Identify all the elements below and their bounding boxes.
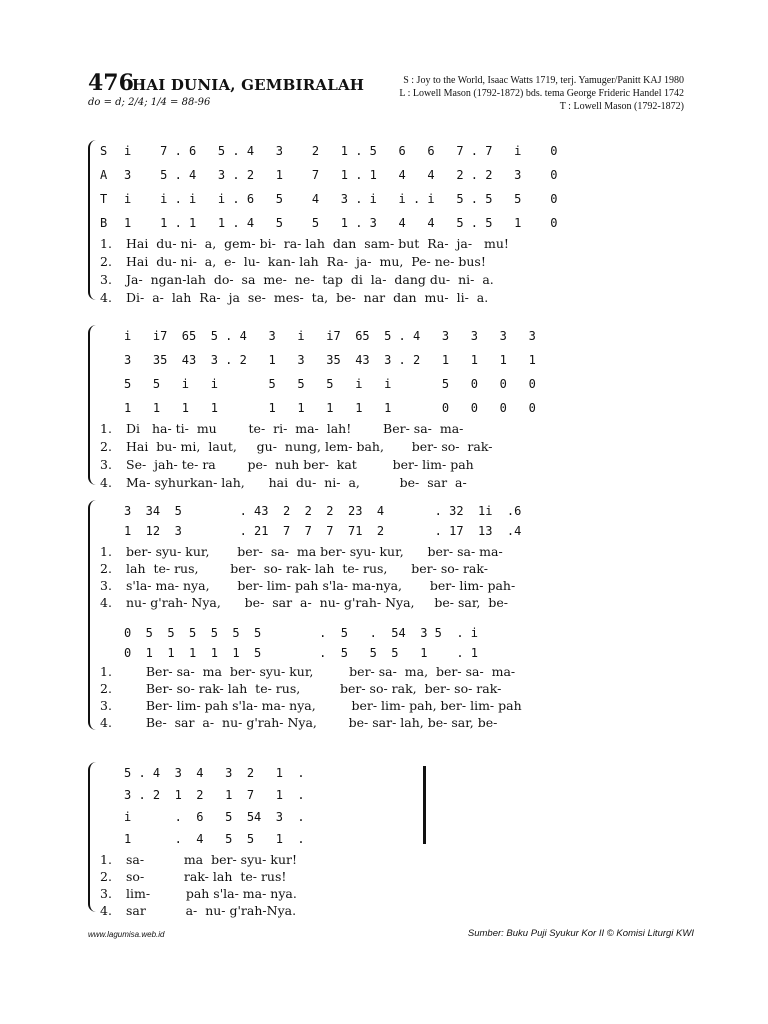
voice-label: B	[100, 216, 108, 230]
credit-text: S : Joy to the World, Isaac Watts 1719, terj. Yamuger/Panitt KAJ 1980	[403, 75, 684, 86]
voice-label: S	[100, 144, 108, 158]
staff-tenor	[100, 192, 688, 212]
lyric-verse-2	[100, 439, 688, 457]
system-brace	[88, 500, 98, 730]
staff-soprano	[100, 144, 688, 164]
lyric-text: Hai du- ni- a, e- lu- kan- lah Ra- ja- mu, Pe- ne- bus!	[126, 254, 486, 269]
verse-number: 1.	[100, 544, 112, 559]
lyric-verse-1	[100, 852, 688, 870]
lyric-text: ber- syu- kur, ber- sa- ma ber- syu- kur, ber- sa- ma-	[126, 544, 503, 559]
credit-melody: L : Lowell Mason (1792-1872) bds. tema George Frideric Handel 1742	[399, 88, 684, 99]
verse-number: 2.	[100, 439, 112, 454]
staff-voice-2	[100, 524, 688, 544]
verse-number: 1.	[100, 664, 112, 679]
verse-number: 4.	[100, 715, 112, 730]
staff-voice-4	[100, 832, 688, 852]
notes: 1 1 1 1 1 1 1 1 1 0 0 0 0	[124, 401, 536, 415]
lyric-text: Ber- lim- pah s'la- ma- nya, ber- lim- pah, ber- lim- pah	[126, 698, 522, 713]
score-system-1	[88, 140, 688, 305]
notes: 5 . 4 3 4 3 2 1 .	[124, 766, 305, 780]
credit-tune: T : Lowell Mason (1792-1872)	[559, 101, 684, 112]
verse-number: 1.	[100, 236, 112, 251]
notes: 3 5 . 4 3 . 2 1 7 1 . 1 4 4 2 . 2 3 0	[124, 168, 558, 182]
lyric-text: sa- ma ber- syu- kur!	[126, 852, 297, 867]
lyric-verse-3-lower	[100, 698, 688, 716]
notes: 0 5 5 5 5 5 5 . 5 . 54 3 5 . i	[124, 626, 479, 640]
lyric-verse-4-lower	[100, 715, 688, 733]
lyric-verse-2	[100, 869, 688, 887]
staff-voice-1	[100, 766, 688, 786]
score-system-5	[88, 762, 688, 918]
verse-number: 4.	[100, 290, 112, 305]
hymn-number: 476	[88, 70, 134, 96]
system-brace	[88, 140, 98, 300]
lyric-text: sar a- nu- g'rah-Nya.	[126, 903, 297, 918]
staff-voice-1-lower	[100, 626, 688, 646]
lyric-verse-3	[100, 457, 688, 475]
lyric-text: so- rak- lah te- rus!	[126, 869, 287, 884]
lyric-verse-2	[100, 561, 688, 579]
key-signature: do = d; 2/4; 1/4 = 88-96	[88, 97, 211, 108]
lyric-verse-3	[100, 578, 688, 596]
staff-voice-2	[100, 353, 688, 373]
notes: 3 35 43 3 . 2 1 3 35 43 3 . 2 1 1 1 1	[124, 353, 536, 367]
verse-number: 3.	[100, 272, 112, 287]
verse-number: 2.	[100, 869, 112, 884]
verse-number: 3.	[100, 457, 112, 472]
verse-number: 2.	[100, 681, 112, 696]
lyric-verse-1	[100, 544, 688, 562]
lyric-verse-4	[100, 475, 688, 493]
hymn-title: HAI DUNIA, GEMBIRALAH	[132, 76, 365, 94]
verse-number: 4.	[100, 475, 112, 490]
lyric-text: Hai bu- mi, laut, gu- nung, lem- bah, ber- so- rak-	[126, 439, 493, 454]
system-brace	[88, 762, 98, 912]
staff-voice-3	[100, 377, 688, 397]
score-system-3	[88, 500, 688, 730]
notes: 1 . 4 5 5 1 .	[124, 832, 305, 846]
lyric-text: Se- jah- te- ra pe- nuh ber- kat ber- lim- pah	[126, 457, 474, 472]
notes: 1 12 3 . 21 7 7 7 71 2 . 17 13 .4	[124, 524, 522, 538]
notes: i i7 65 5 . 4 3 i i7 65 5 . 4 3 3 3 3	[124, 329, 536, 343]
lyric-verse-1	[100, 421, 688, 439]
staff-bass	[100, 216, 688, 236]
lyric-verse-1	[100, 236, 688, 254]
lyric-text: Hai du- ni- a, gem- bi- ra- lah dan sam- but Ra- ja- mu!	[126, 236, 509, 251]
notes: 5 5 i i 5 5 5 i i 5 0 0 0	[124, 377, 536, 391]
lyric-verse-2-lower	[100, 681, 688, 699]
lyric-verse-1-lower	[100, 664, 688, 682]
verse-number: 2.	[100, 254, 112, 269]
staff-voice-1	[100, 329, 688, 349]
lyric-text: Di ha- ti- mu te- ri- ma- lah! Ber- sa- ma-	[126, 421, 464, 436]
lyric-verse-4	[100, 903, 688, 921]
staff-voice-4	[100, 401, 688, 421]
verse-number: 3.	[100, 698, 112, 713]
website-link[interactable]: www.lagumisa.web.id	[88, 930, 165, 939]
notes: 1 1 . 1 1 . 4 5 5 1 . 3 4 4 5 . 5 1 0	[124, 216, 558, 230]
staff-voice-3	[100, 810, 688, 830]
lyric-text: lim- pah s'la- ma- nya.	[126, 886, 297, 901]
notes: 3 34 5 . 43 2 2 2 23 4 . 32 1i .6	[124, 504, 522, 518]
notes: 3 . 2 1 2 1 7 1 .	[124, 788, 305, 802]
staff-voice-2-lower	[100, 646, 688, 666]
staff-alto	[100, 168, 688, 188]
lyric-text: s'la- ma- nya, ber- lim- pah s'la- ma-nya, ber- lim- pah-	[126, 578, 516, 593]
verse-number: 4.	[100, 595, 112, 610]
lyric-verse-3	[100, 272, 688, 290]
verse-number: 2.	[100, 561, 112, 576]
system-brace	[88, 325, 98, 485]
final-barline	[423, 766, 426, 844]
lyric-text: Ber- so- rak- lah te- rus, ber- so- rak, ber- so- rak-	[126, 681, 502, 696]
notes: i . 6 5 54 3 .	[124, 810, 305, 824]
verse-number: 4.	[100, 903, 112, 918]
notes: i i . i i . 6 5 4 3 . i i . i 5 . 5 5 0	[124, 192, 558, 206]
staff-voice-1	[100, 504, 688, 524]
lyric-text: Di- a- lah Ra- ja se- mes- ta, be- nar dan mu- li- a.	[126, 290, 489, 305]
lyric-text: Ja- ngan-lah do- sa me- ne- tap di la- dang du- ni- a.	[126, 272, 494, 287]
lyric-text: Ber- sa- ma ber- syu- kur, ber- sa- ma, ber- sa- ma-	[126, 664, 516, 679]
notes: i 7 . 6 5 . 4 3 2 1 . 5 6 6 7 . 7 i 0	[124, 144, 558, 158]
lyric-text: nu- g'rah- Nya, be- sar a- nu- g'rah- Nya, be- sar, be-	[126, 595, 508, 610]
lyric-verse-2	[100, 254, 688, 272]
voice-label: A	[100, 168, 108, 182]
lyric-verse-4	[100, 290, 688, 308]
staff-voice-2	[100, 788, 688, 808]
lyric-verse-3	[100, 886, 688, 904]
source-credit: Sumber: Buku Puji Syukur Kor II © Komisi Liturgi KWI	[467, 928, 694, 939]
verse-number: 1.	[100, 852, 112, 867]
lyric-verse-4	[100, 595, 688, 613]
notes: 0 1 1 1 1 1 5 . 5 5 5 1 . 1	[124, 646, 479, 660]
lyric-text: Ma- syhurkan- lah, hai du- ni- a, be- sar a-	[126, 475, 467, 490]
lyric-text: Be- sar a- nu- g'rah- Nya, be- sar- lah, be- sar, be-	[126, 715, 498, 730]
verse-number: 1.	[100, 421, 112, 436]
verse-number: 3.	[100, 886, 112, 901]
score-system-2	[88, 325, 688, 490]
voice-label: T	[100, 192, 108, 206]
verse-number: 3.	[100, 578, 112, 593]
lyric-text: lah te- rus, ber- so- rak- lah te- rus, ber- so- rak-	[126, 561, 488, 576]
credits	[399, 74, 684, 113]
